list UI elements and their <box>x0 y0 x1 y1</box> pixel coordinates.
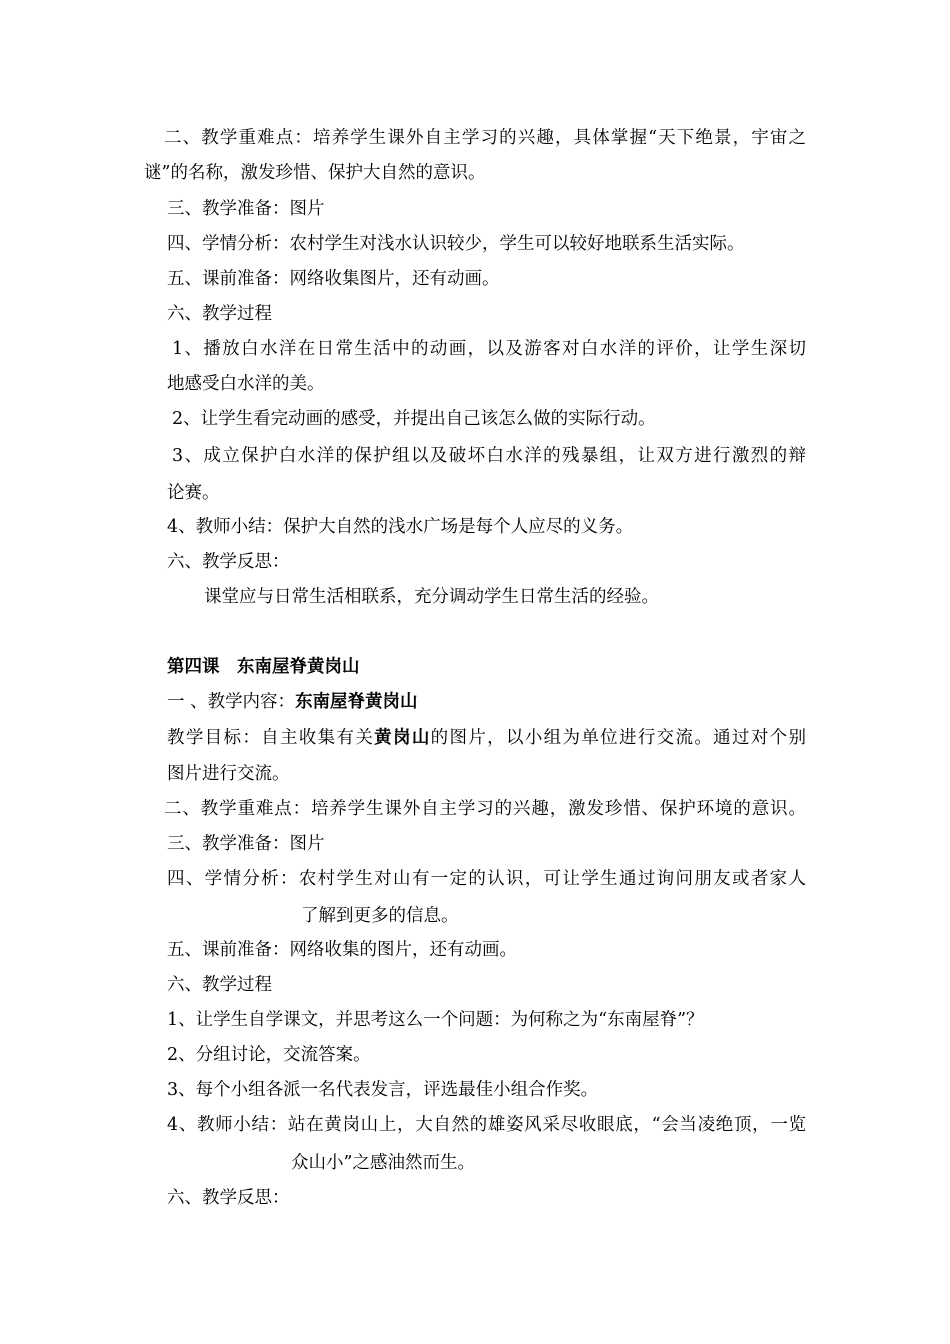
goal-prefix: 教学目标：自主收集有关 <box>167 728 375 748</box>
step1-line-4: 1、让学生自学课文，并思考这么一个问题：为何称之为“东南屋脊”？ <box>167 1010 704 1030</box>
prep-line: 三、教学准备：图片 <box>167 199 325 219</box>
process-heading-4: 六、教学过程 <box>167 975 272 995</box>
reflection-heading-4: 六、教学反思： <box>167 1188 290 1208</box>
step2-line: 2、让学生看完动画的感受，并提出自己该怎么做的实际行动。 <box>172 409 656 429</box>
step3-line-4: 3、每个小组各派一名代表发言，评选最佳小组合作奖。 <box>167 1080 599 1100</box>
reflection-text: 课堂应与日常生活相联系，充分调动学生日常生活的经验。 <box>204 587 659 607</box>
step4-line: 4、教师小结：保护大自然的浅水广场是每个人应尽的义务。 <box>167 517 634 537</box>
step3-line-2: 论赛。 <box>167 483 220 503</box>
content-line <box>167 690 418 714</box>
step4-line-1: 4、教师小结：站在黄岗山上，大自然的雄姿风采尽收眼底，“会当凌绝顶，一览 <box>167 1115 806 1135</box>
content-value: 东南屋脊黄岗山 <box>295 692 418 712</box>
step2-line-4: 2、分组讨论，交流答案。 <box>167 1045 371 1065</box>
difficulty-line-1: 二、教学重难点：培养学生课外自主学习的兴趣，具体掌握“天下绝景，宇宙之 <box>164 128 806 148</box>
goal-suffix: 的图片，以小组为单位进行交流。通过对个别 <box>430 728 807 748</box>
reflection-heading: 六、教学反思： <box>167 552 290 572</box>
step1-line-2: 地感受白水洋的美。 <box>167 374 325 394</box>
analysis-line: 四、学情分析：农村学生对浅水认识较少，学生可以较好地联系生活实际。 <box>167 234 745 254</box>
analysis-line-1: 四、学情分析：农村学生对山有一定的认识，可让学生通过询问朋友或者家人 <box>167 869 806 889</box>
process-heading: 六、教学过程 <box>167 304 272 324</box>
analysis-line-2: 了解到更多的信息。 <box>301 906 459 926</box>
goal-bold: 黄岗山 <box>374 728 431 748</box>
pre-class-line: 五、课前准备：网络收集图片，还有动画。 <box>167 269 500 289</box>
prep-line-4: 三、教学准备：图片 <box>167 834 325 854</box>
difficulty-line: 二、教学重难点：培养学生课外自主学习的兴趣，激发珍惜、保护环境的意识。 <box>164 799 806 819</box>
step1-line-1: 1、播放白水洋在日常生活中的动画，以及游客对白水洋的评价，让学生深切 <box>172 339 806 359</box>
lesson-title: 第四课 东南屋脊黄岗山 <box>167 657 360 677</box>
difficulty-line-2: 谜”的名称，激发珍惜、保护大自然的意识。 <box>144 163 486 183</box>
goal-line-1 <box>167 726 806 750</box>
goal-line-2: 图片进行交流。 <box>167 764 290 784</box>
step4-line-2: 众山小”之感油然而生。 <box>291 1153 475 1173</box>
step3-line-1: 3、成立保护白水洋的保护组以及破坏白水洋的残暴组，让双方进行激烈的辩 <box>172 446 806 466</box>
content-label: 一 、教学内容： <box>167 692 296 712</box>
pre-class-line-4: 五、课前准备：网络收集的图片，还有动画。 <box>167 940 517 960</box>
